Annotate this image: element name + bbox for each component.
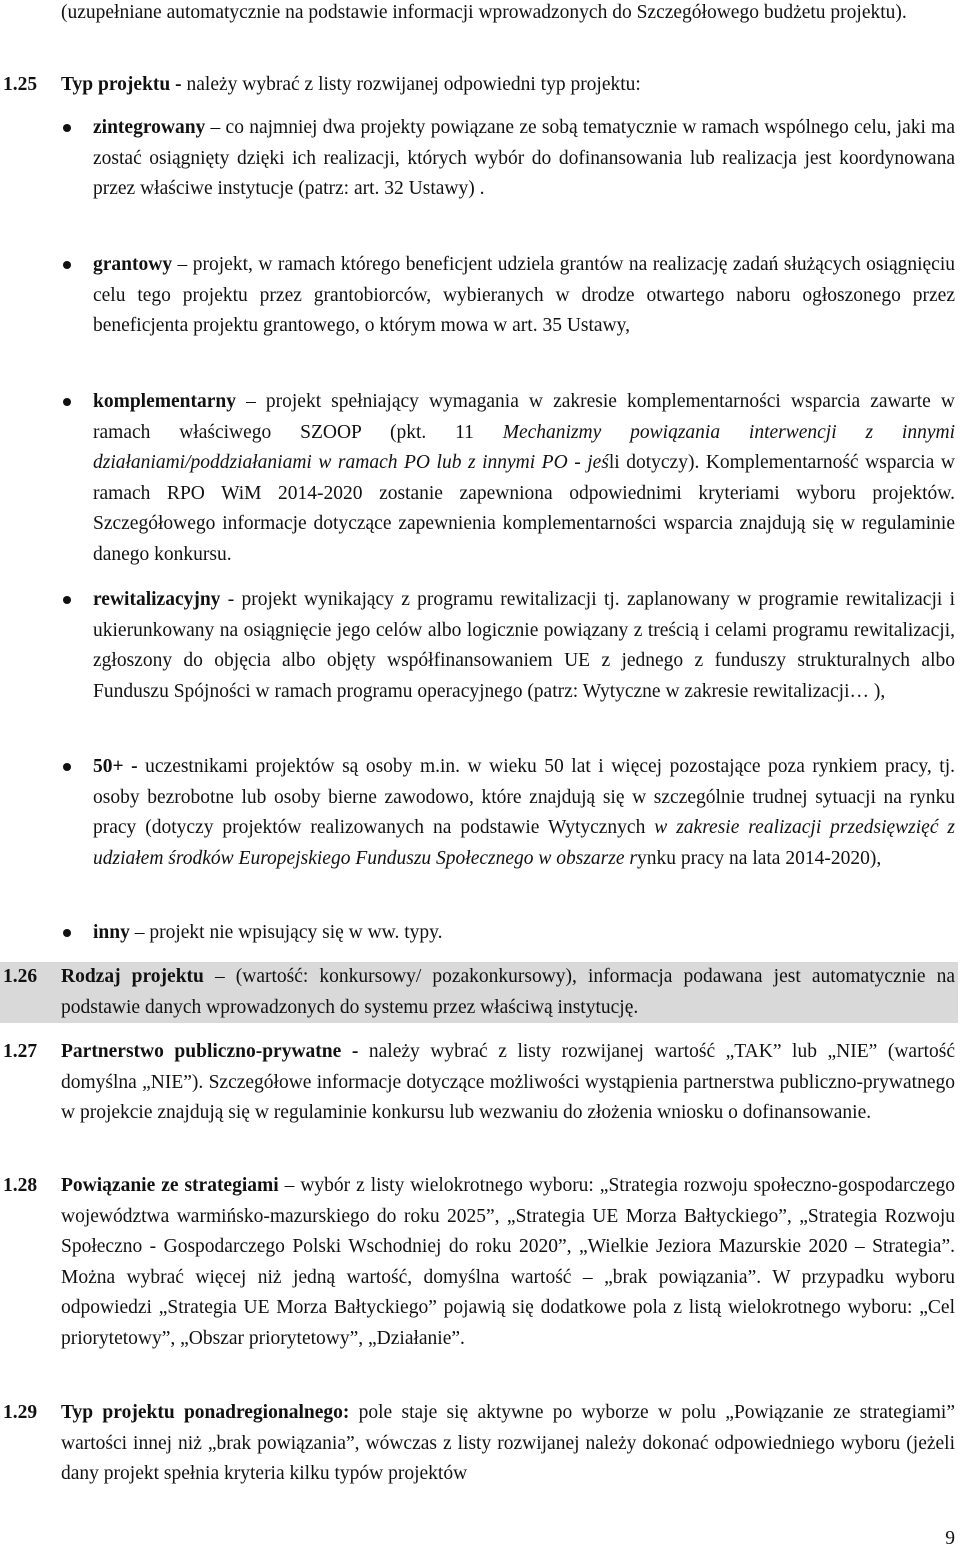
section-1-25 xyxy=(0,70,955,101)
section-paragraph xyxy=(61,1037,955,1129)
list-item-text xyxy=(93,585,955,707)
list-item-text xyxy=(93,752,955,874)
section-number: 1.26 xyxy=(3,966,38,987)
section-text: – (wartość: konkursowy/ pozakonkursowy), informacja podawana jest automatycznie na podstawie danych wprowadzonych do systemu przez właściwą instytucję. xyxy=(61,966,955,1018)
section-1-27 xyxy=(0,1037,955,1129)
bullet-icon xyxy=(63,261,71,269)
list-item-rewitalizacyjny xyxy=(93,585,955,707)
continuation-paragraph: (uzupełniane automatycznie na podstawie informacji wprowadzonych do Szczegółowego budżetu projektu). xyxy=(61,2,907,23)
list-item-term: rewitalizacyjny xyxy=(93,589,221,610)
list-item-term: zintegrowany xyxy=(93,117,206,138)
list-item-inny xyxy=(93,918,955,949)
bullet-icon xyxy=(63,763,71,771)
section-intro xyxy=(61,70,955,101)
section-1-28 xyxy=(0,1171,955,1354)
section-title: Powiązanie ze strategiami xyxy=(61,1175,279,1196)
list-item-desc: uczestnikami projektów są osoby m.in. w wieku 50 lat i więcej pozostające poza rynkiem pracy, tj. osoby bezrobotne lub osoby bierne zawodowo, które znajdują się w szczególnie trudnej sytuacji na rynku pracy (dotyczy projektów realizowanych na podstawie Wytycznych xyxy=(93,756,956,838)
list-item-desc: – projekt nie wpisujący się w ww. typy. xyxy=(129,922,443,943)
list-item-text xyxy=(93,113,955,205)
list-item-term: 50+ - xyxy=(93,756,138,777)
list-item-italic: Mechanizmy powiązania interwencji z innymi działaniami/poddziałaniami w ramach PO lub z innymi PO - jeś xyxy=(93,421,955,473)
list-item-desc: – co najmniej dwa projekty powiązane ze sobą tematycznie w ramach wspólnego celu, jaki ma zostać osiągnięty dzięki ich realizacji, których wybór do dofinansowania lub realizacja jest koordynowana przez właściwe instytucje (patrz: art. 32 Ustawy) . xyxy=(93,117,955,199)
list-item-desc: - projekt wynikający z programu rewitalizacji tj. zaplanowany w programie rewitalizacji i ukierunkowany na osiągnięcie jego celów albo logicznie powiązany z treścią i celami programu rewitalizacji, zgłoszony do objęcia albo objęty współfinansowaniem UE z jednego z funduszy strukturalnych albo Funduszu Spójności w ramach programu operacyjnego (patrz: Wytyczne w zakresie rewitalizacji… ), xyxy=(93,589,955,702)
list-item-text xyxy=(93,918,955,949)
section-1-29 xyxy=(0,1398,955,1490)
list-item-komplementarny xyxy=(93,387,955,570)
section-text: – wybór z listy wielokrotnego wyboru: „Strategia rozwoju społeczno-gospodarczego województwa warmińsko-mazurskiego do roku 2025”, „Strategia UE Morza Bałtyckiego”, „Strategia Rozwoju Społeczno - Gospodarczego Polski Wschodniej do roku 2020”, „Wielkie Jeziora Mazurskie 2020 – Strategia”. Można wybrać więcej niż jedną wartość, domyślna wartość – „brak powiązania”. W przypadku wyboru odpowiedzi „Strategia UE Morza Bałtyckiego” pojawią się dodatkowe pola z listą wielokrotnego wyboru: „Cel priorytetowy”, „Obszar priorytetowy”, „Działanie”. xyxy=(61,1175,955,1349)
section-paragraph xyxy=(61,1398,955,1490)
section-title: Partnerstwo publiczno-prywatne - xyxy=(61,1041,359,1062)
bullet-icon xyxy=(63,398,71,406)
bullet-icon xyxy=(63,929,71,937)
list-item-zintegrowany xyxy=(93,113,955,205)
list-item-desc: – projekt, w ramach którego beneficjent udziela grantów na realizację zadań służących osiągnięciu celu tego projektu przez grantobiorców, wybieranych w drodze otwartego naboru ogłoszonego przez beneficjenta projektu grantowego, o którym mowa w art. 35 Ustawy, xyxy=(93,254,955,336)
section-paragraph xyxy=(61,1171,955,1354)
section-text: należy wybrać z listy rozwijanej odpowiedni typ projektu: xyxy=(181,74,641,95)
bullet-icon xyxy=(63,124,71,132)
section-title: Typ projektu - xyxy=(61,74,182,95)
section-number: 1.29 xyxy=(3,1402,38,1423)
page-number: 9 xyxy=(945,1528,955,1549)
list-item-term: grantowy xyxy=(93,254,173,275)
list-item-grantowy xyxy=(93,250,955,342)
section-paragraph xyxy=(61,962,955,1023)
list-item-desc-2: li dotyczy). Komplementarność wsparcia w ramach RPO WiM 2014-2020 zostanie zapewniona odpowiednimi kryteriami wyboru projektów. Szczegółowego informacje dotyczące zapewnienia komplementarności wsparcia znajdują się w regulaminie danego konkursu. xyxy=(93,452,955,565)
bullet-icon xyxy=(63,596,71,604)
section-text: należy wybrać z listy rozwijanej wartość „TAK” lub „NIE” (wartość domyślna „NIE”). Szczegółowe informacje dotyczące możliwości wystąpienia partnerstwa publiczno-prywatnego w projekcie znajdują się w regulaminie konkursu lub wezwaniu do złożenia wniosku o dofinansowanie. xyxy=(61,1041,955,1123)
continuation-text xyxy=(61,0,955,29)
list-item-italic: w zakresie realizacji przedsięwzięć z udziałem środków Europejskiego Funduszu Społecznego w obszarze r xyxy=(93,817,955,869)
section-title: Typ projektu ponadregionalnego: xyxy=(61,1402,350,1423)
list-item-50plus xyxy=(93,752,955,874)
list-item-desc: – projekt spełniający wymagania w zakresie komplementarności wsparcia zawarte w ramach właściwego SZOOP (pkt. 11 xyxy=(93,391,955,443)
list-item-term: inny xyxy=(93,922,130,943)
section-text: pole staje się aktywne po wyborze w polu „Powiązanie ze strategiami” wartości innej niż „brak powiązania”, wówczas z listy rozwijanej należy dokonać odpowiedniego wyboru (jeżeli dany projekt spełnia kryteria kilku typów projektów xyxy=(61,1402,955,1484)
list-item-term: komplementarny xyxy=(93,391,236,412)
section-number: 1.28 xyxy=(3,1175,38,1196)
list-item-text xyxy=(93,250,955,342)
list-item-desc-2: ynku pracy na lata 2014-2020), xyxy=(636,847,882,869)
section-number: 1.27 xyxy=(3,1041,38,1062)
list-item-text xyxy=(93,387,955,570)
section-title: Rodzaj projektu xyxy=(61,966,204,987)
section-1-26 xyxy=(0,962,958,1023)
section-number: 1.25 xyxy=(3,74,38,95)
